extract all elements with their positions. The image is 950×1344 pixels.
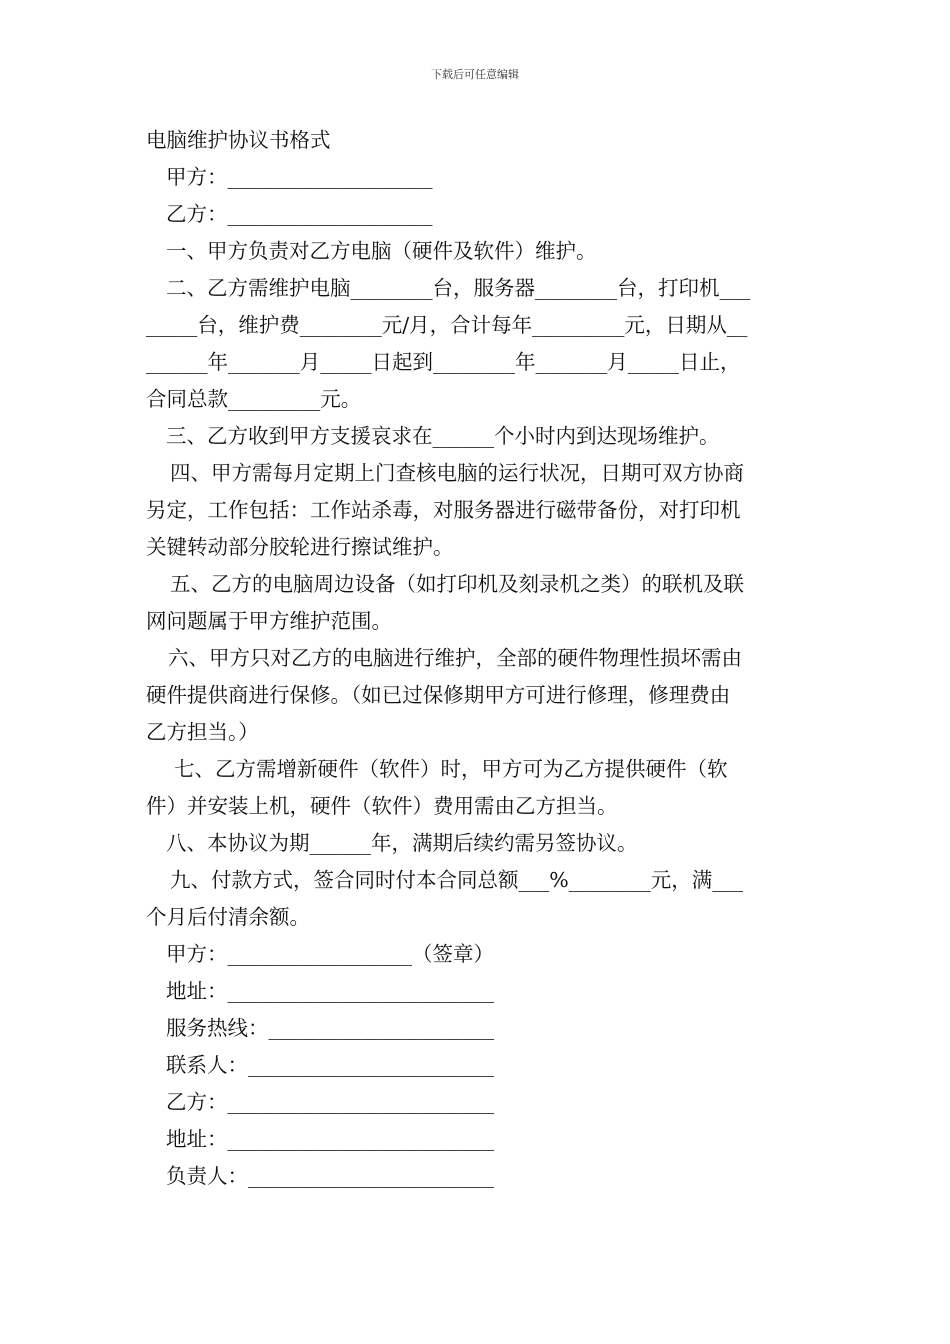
clause-2-line-1: 二、乙方需维护电脑________台，服务器________台，打印机___ bbox=[166, 276, 751, 300]
clause-7-line-2: 件）并安装上机，硬件（软件）费用需由乙方担当。 bbox=[146, 794, 618, 818]
sign-party-b: 乙方：__________________________ bbox=[166, 1090, 494, 1114]
sign-contact: 联系人：________________________ bbox=[166, 1053, 494, 1077]
sign-responsible: 负责人：________________________ bbox=[166, 1164, 494, 1188]
party-b-line: 乙方：____________________ bbox=[166, 202, 433, 226]
clause-1: 一、甲方负责对乙方电脑（硬件及软件）维护。 bbox=[166, 239, 597, 263]
sign-address-a: 地址：__________________________ bbox=[166, 979, 494, 1003]
clause-4-line-2: 另定，工作包括：工作站杀毒，对服务器进行磁带备份，对打印机 bbox=[146, 498, 741, 522]
clause-6-line-3: 乙方担当。） bbox=[146, 720, 259, 744]
clause-2-line-4: 合同总款_________元。 bbox=[146, 387, 362, 411]
clause-7-line-1: 七、乙方需增新硬件（软件）时，甲方可为乙方提供硬件（软 bbox=[174, 757, 728, 781]
clause-3: 三、乙方收到甲方支援哀求在______个小时内到达现场维护。 bbox=[166, 424, 720, 448]
clause-6-line-2: 硬件提供商进行保修。（如已过保修期甲方可进行修理，修理费由 bbox=[146, 683, 731, 707]
clause-2-line-2: _____台，维护费________元/月，合计每年_________元，日期从__ bbox=[146, 313, 748, 337]
clause-9-line-1: 九、付款方式，签合同时付本合同总额___%________元，满___ bbox=[170, 868, 743, 892]
sign-party-a: 甲方：__________________（签章） bbox=[166, 942, 494, 966]
clause-2-line-3: ______年_______月_____日起到________年_______月_____日止， bbox=[146, 350, 741, 374]
sign-address-b: 地址：__________________________ bbox=[166, 1127, 494, 1151]
page-header: 下载后可任意编辑 bbox=[431, 68, 519, 81]
clause-9-line-2: 个月后付清余额。 bbox=[146, 905, 310, 929]
clause-4-line-3: 关键转动部分胶轮进行擦试维护。 bbox=[146, 535, 454, 559]
sign-hotline: 服务热线：______________________ bbox=[166, 1016, 494, 1040]
clause-4-line-1: 四、甲方需每月定期上门查核电脑的运行状况，日期可双方协商 bbox=[170, 461, 744, 485]
document-title: 电脑维护协议书格式 bbox=[146, 128, 331, 152]
clause-6-line-1: 六、甲方只对乙方的电脑进行维护，全部的硬件物理性损坏需由 bbox=[168, 646, 742, 670]
clause-5-line-1: 五、乙方的电脑周边设备（如打印机及刻录机之类）的联机及联 bbox=[170, 572, 744, 596]
party-a-line: 甲方：____________________ bbox=[166, 165, 433, 189]
clause-5-line-2: 网问题属于甲方维护范围。 bbox=[146, 609, 392, 633]
document-body bbox=[146, 122, 808, 1195]
clause-8: 八、本协议为期______年，满期后续约需另签协议。 bbox=[166, 831, 638, 855]
